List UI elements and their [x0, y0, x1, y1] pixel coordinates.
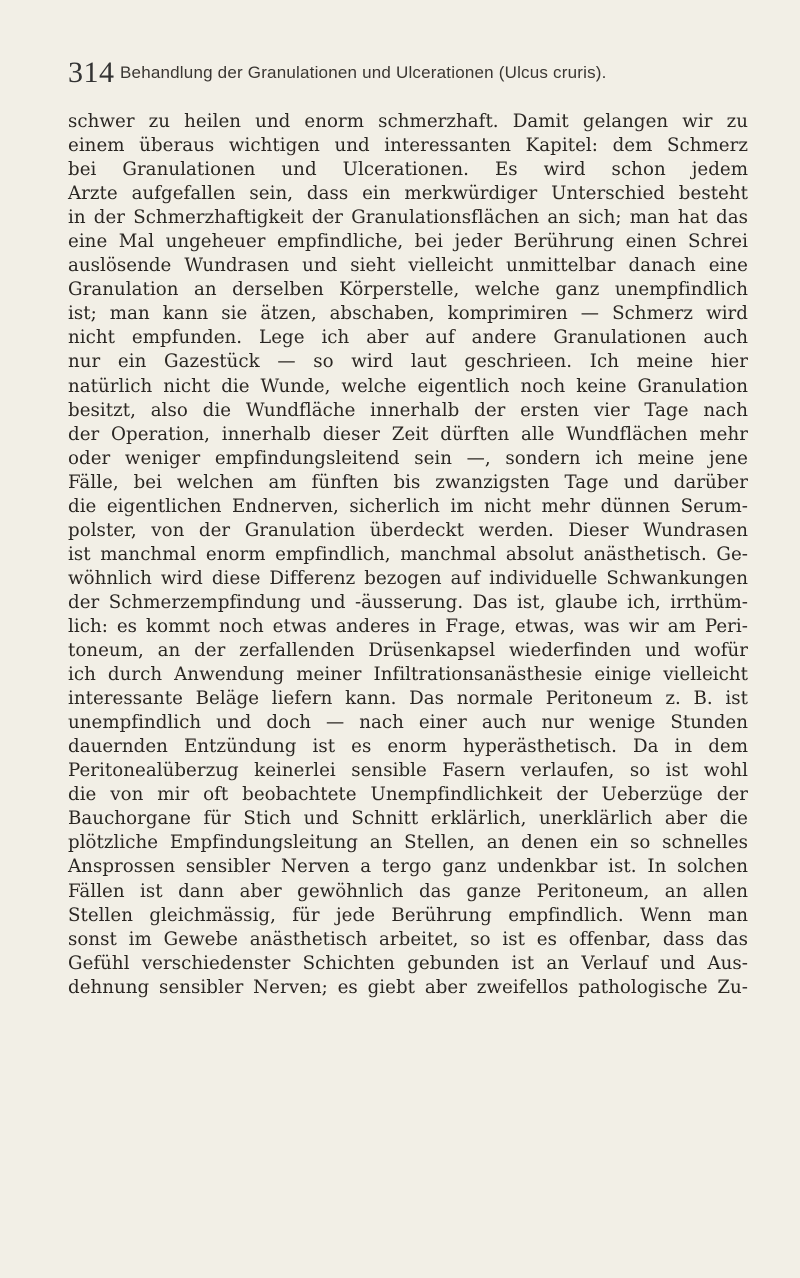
text-line: Stellen gleichmässig, für jede Berührung empfindlich. Wenn man — [68, 904, 748, 926]
text-line: Gefühl verschiedenster Schichten gebunden ist an Verlauf und Aus- — [68, 952, 748, 974]
running-head-title: Behandlung der Granulationen und Ulcerationen (Ulcus cruris). — [120, 63, 607, 82]
text-line: Arzte aufgefallen sein, dass ein merkwürdiger Unterschied besteht — [68, 183, 748, 205]
text-line: ist manchmal enorm empfindlich, manchmal absolut anästhetisch. Ge- — [68, 543, 748, 565]
text-line: polster, von der Granulation überdeckt werden. Dieser Wundrasen — [68, 519, 748, 541]
text-line: sonst im Gewebe anästhetisch arbeitet, so ist es offenbar, dass das — [68, 928, 748, 950]
text-line: der Schmerzempfindung und -äusserung. Das ist, glaube ich, irrthüm- — [68, 591, 748, 613]
text-line: ich durch Anwendung meiner Infiltrationsanästhesie einige vielleicht — [68, 664, 748, 686]
text-line: der Operation, innerhalb dieser Zeit dürften alle Wundflächen mehr — [68, 423, 748, 445]
text-line: die eigentlichen Endnerven, sicherlich im nicht mehr dünnen Serum- — [68, 495, 748, 517]
text-line: Granulation an derselben Körperstelle, welche ganz unempfindlich — [68, 279, 748, 301]
text-line: schwer zu heilen und enorm schmerzhaft. Damit gelangen wir zu — [68, 111, 748, 132]
text-line: einem überaus wichtigen und interessanten Kapitel: dem Schmerz — [68, 135, 748, 157]
text-line: Bauchorgane für Stich und Schnitt erklärlich, unerklärlich aber die — [68, 808, 748, 830]
text-line: eine Mal ungeheuer empfindliche, bei jeder Berührung einen Schrei — [68, 231, 748, 253]
text-line: natürlich nicht die Wunde, welche eigentlich noch keine Granulation — [68, 375, 748, 397]
text-line: plötzliche Empfindungsleitung an Stellen, an denen ein so schnelles — [68, 832, 748, 854]
text-line: besitzt, also die Wundfläche innerhalb der ersten vier Tage nach — [68, 399, 748, 421]
text-line: bei Granulationen und Ulcerationen. Es wird schon jedem — [68, 159, 748, 181]
text-line: unempfindlich und doch — nach einer auch nur wenige Stunden — [68, 712, 748, 734]
text-line: Fälle, bei welchen am fünften bis zwanzigsten Tage und darüber — [68, 471, 748, 493]
text-line: lich: es kommt noch etwas anderes in Frage, etwas, was wir am Peri- — [68, 615, 748, 637]
text-line: nicht empfunden. Lege ich aber auf andere Granulationen auch — [68, 327, 748, 349]
text-line: Peritonealüberzug keinerlei sensible Fasern verlaufen, so ist wohl — [68, 760, 748, 782]
text-line: auslösende Wundrasen und sieht vielleicht unmittelbar danach eine — [68, 255, 748, 277]
text-line: oder weniger empfindungsleitend sein —, sondern ich meine jene — [68, 447, 748, 469]
text-line: wöhnlich wird diese Differenz bezogen auf individuelle Schwankungen — [68, 567, 748, 589]
running-head — [68, 52, 748, 92]
text-line: interessante Beläge liefern kann. Das normale Peritoneum z. B. ist — [68, 688, 748, 710]
text-line: toneum, an der zerfallenden Drüsenkapsel wiederfinden und wofür — [68, 640, 748, 662]
text-line: ist; man kann sie ätzen, abschaben, komprimiren — Schmerz wird — [68, 303, 748, 325]
text-line: die von mir oft beobachtete Unempfindlichkeit der Ueberzüge der — [68, 784, 748, 806]
body-text — [68, 110, 748, 1000]
text-line: Fällen ist dann aber gewöhnlich das ganze Peritoneum, an allen — [68, 880, 748, 902]
text-line: dauernden Entzündung ist es enorm hyperästhetisch. Da in dem — [68, 736, 748, 758]
page-number: 314 — [68, 56, 115, 89]
text-line: dehnung sensibler Nerven; es giebt aber zweifellos pathologische Zu- — [68, 976, 748, 998]
text-line: in der Schmerzhaftigkeit der Granulationsflächen an sich; man hat das — [68, 207, 748, 229]
text-line: nur ein Gazestück — so wird laut geschrieen. Ich meine hier — [68, 351, 748, 373]
text-line: Ansprossen sensibler Nerven a tergo ganz undenkbar ist. In solchen — [68, 856, 748, 878]
